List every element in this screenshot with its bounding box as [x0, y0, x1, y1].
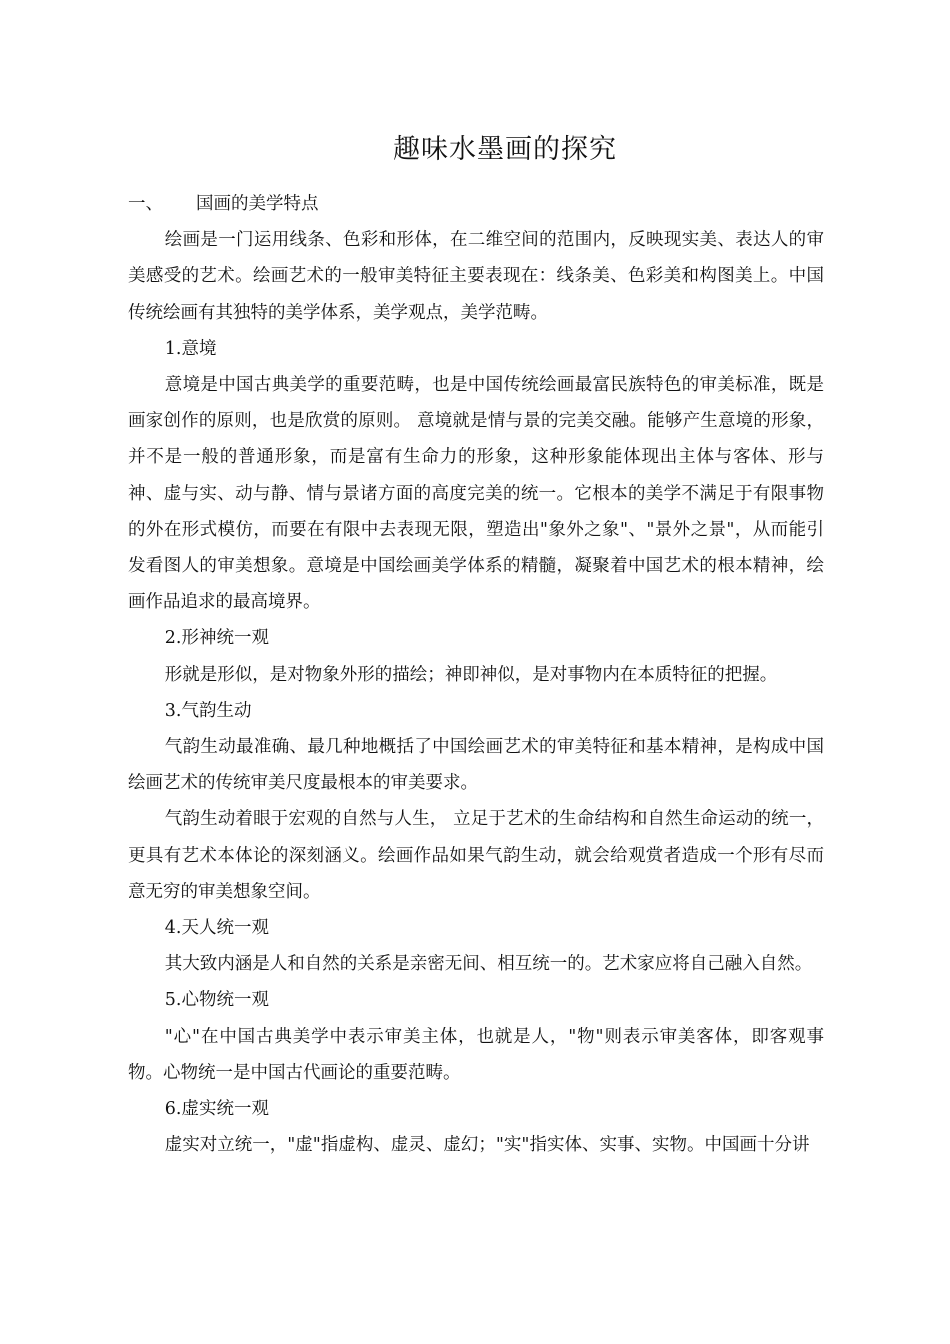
- paragraph-qiyun-1: 气韵生动最准确、最几种地概括了中国绘画艺术的审美特征和基本精神，是构成中国绘画艺术的传统审美尺度最根本的审美要求。: [128, 737, 824, 794]
- paragraph-yijing: 意境是中国古典美学的重要范畴，也是中国传统绘画最富民族特色的审美标准，既是画家创作的原则，也是欣赏的原则。 意境就是情与景的完美交融。能够产生意境的形象，并不是一般的普通形象，而是富有生命力的形象，这种形象能体现出主体与客体、形与神、虚与实、动与静、情与景诸方面的高度完美的统一。它根本的美学不满足于有限事物的外在形式模仿，而要在有限中去表现无限，塑造出"象外之象"、"景外之景"，从而能引发看图人的审美想象。意境是中国绘画美学体系的精髓，凝聚着中国艺术的根本精神，绘画作品追求的最高境界。: [128, 375, 824, 613]
- subheading-xingshen: 2.形神统一观: [164, 628, 269, 649]
- subheading-xushi: 6.虚实统一观: [164, 1099, 269, 1120]
- section-heading: [128, 186, 824, 222]
- subheading-yijing: 1.意境: [164, 338, 217, 359]
- intro-paragraph: 绘画是一门运用线条、色彩和形体，在二维空间的范围内，反映现实美、表达人的审美感受的艺术。绘画艺术的一般审美特征主要表现在：线条美、色彩美和构图美上。中国传统绘画有其独特的美学体系，美学观点，美学范畴。: [128, 230, 824, 323]
- section-title: 国画的美学特点: [196, 194, 319, 214]
- document-title: 趣味水墨画的探究: [393, 134, 617, 165]
- subheading-qiyun: 3.气韵生动: [164, 700, 252, 721]
- paragraph-xinwu: "心"在中国古典美学中表示审美主体，也就是人，"物"则表示审美客体，即客观事物。心物统一是中国古代画论的重要范畴。: [128, 1026, 824, 1083]
- section-number: 一、: [128, 194, 163, 214]
- subheading-tianren: 4.天人统一观: [164, 918, 269, 939]
- document-body: [128, 186, 824, 1163]
- paragraph-qiyun-2: 气韵生动着眼于宏观的自然与人生， 立足于艺术的生命结构和自然生命运动的统一，更具有艺术本体论的深刻涵义。绘画作品如果气韵生动，就会给观赏者造成一个形有尽而意无穷的审美想象空间。: [128, 809, 824, 902]
- paragraph-tianren: 其大致内涵是人和自然的关系是亲密无间、相互统一的。艺术家应将自己融入自然。: [164, 954, 813, 975]
- paragraph-xushi: 虚实对立统一，"虚"指虚构、虚灵、虚幻；"实"指实体、实事、实物。中国画十分讲: [164, 1135, 810, 1156]
- subheading-xinwu: 5.心物统一观: [164, 990, 269, 1011]
- paragraph-xingshen: 形就是形似，是对物象外形的描绘；神即神似，是对事物内在本质特征的把握。: [164, 664, 778, 685]
